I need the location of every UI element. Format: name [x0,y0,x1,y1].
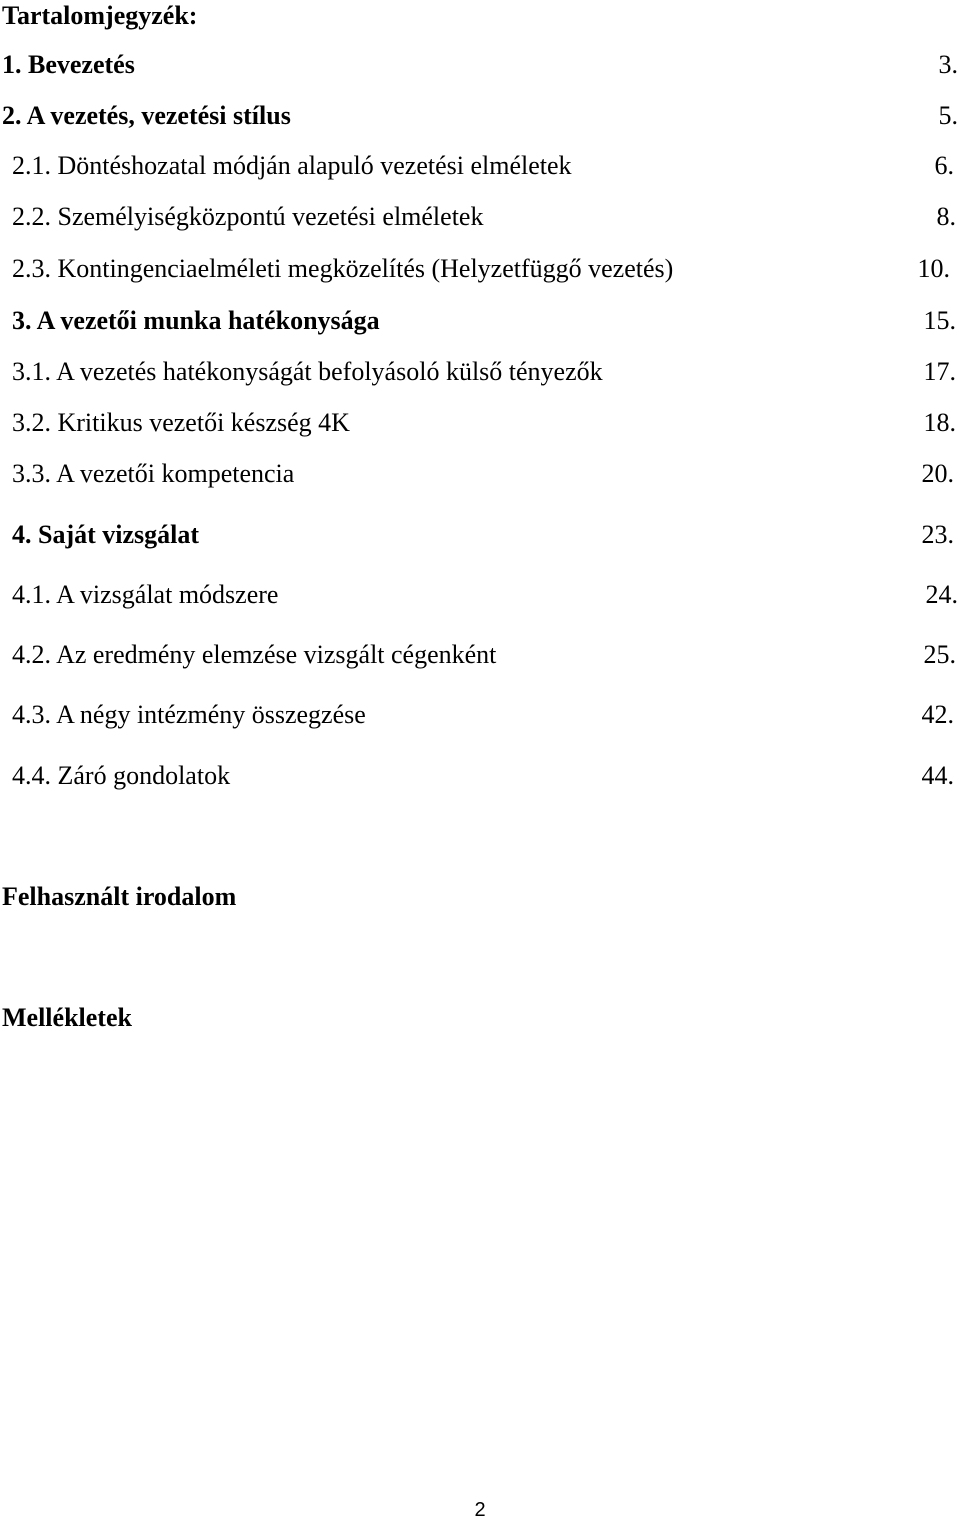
toc-entry-label: 2.1. Döntéshozatal módján alapuló vezetési elméletek [12,151,572,180]
toc-entry-label: 3.2. Kritikus vezetői készség 4K [12,408,350,437]
toc-entry-page: 20. [921,459,954,488]
toc-entry-page: 25. [923,640,956,669]
toc-entry-label: 2.3. Kontingenciaelméleti megközelítés (Helyzetfüggő vezetés) [12,254,674,283]
toc-entry-page: 3. [938,50,958,79]
toc-entry-page: 18. [923,408,956,437]
toc-entry[interactable] [0,407,960,439]
toc-entry-label: 4.2. Az eredmény elemzése vizsgált cégenként [12,640,497,669]
toc-entry-label: 4.4. Záró gondolatok [12,761,231,790]
page-number: 2 [474,1499,486,1521]
toc-entry-page: 23. [921,520,954,549]
toc-entry-label: 4. Saját vizsgálat [12,520,200,549]
toc-entry[interactable] [0,305,960,337]
toc-entry-label: 4.3. A négy intézmény összegzése [12,700,366,729]
bibliography-heading[interactable]: Felhasznált irodalom [2,882,237,911]
toc-entry[interactable] [0,49,960,81]
toc-entry-page: 44. [921,761,954,790]
toc-entry[interactable] [0,253,960,285]
toc-entry-page: 42. [921,700,954,729]
toc-entry[interactable] [0,356,960,388]
toc-entry[interactable] [0,150,960,182]
toc-entry-page: 17. [923,357,956,386]
toc-entry-label: 3.3. A vezetői kompetencia [12,459,295,488]
toc-entry[interactable] [0,699,960,731]
toc-entry[interactable] [0,100,960,132]
toc-entry-page: 8. [936,202,956,231]
toc-entry-label: 2. A vezetés, vezetési stílus [2,101,291,130]
toc-entry-page: 24. [925,580,958,609]
toc-title: Tartalomjegyzék: [2,1,198,30]
toc-entry[interactable] [0,579,960,611]
toc-entry-label: 2.2. Személyiségközpontú vezetési elméletek [12,202,484,231]
toc-entry[interactable] [0,458,960,490]
toc-entry-label: 3.1. A vezetés hatékonyságát befolyásoló külső tényezők [12,357,603,386]
toc-entry-page: 5. [938,101,958,130]
toc-entry-label: 3. A vezetői munka hatékonysága [12,306,380,335]
toc-entry-page: 10. [917,254,950,283]
toc-entry-label: 4.1. A vizsgálat módszere [12,580,279,609]
toc-entry[interactable] [0,519,960,551]
toc-entry-label: 1. Bevezetés [2,50,135,79]
toc-entry[interactable] [0,760,960,792]
toc-entry-page: 15. [923,306,956,335]
appendix-heading[interactable]: Mellékletek [2,1003,132,1032]
toc-entry-page: 6. [934,151,954,180]
toc-entry[interactable] [0,201,960,233]
toc-entry[interactable] [0,639,960,671]
